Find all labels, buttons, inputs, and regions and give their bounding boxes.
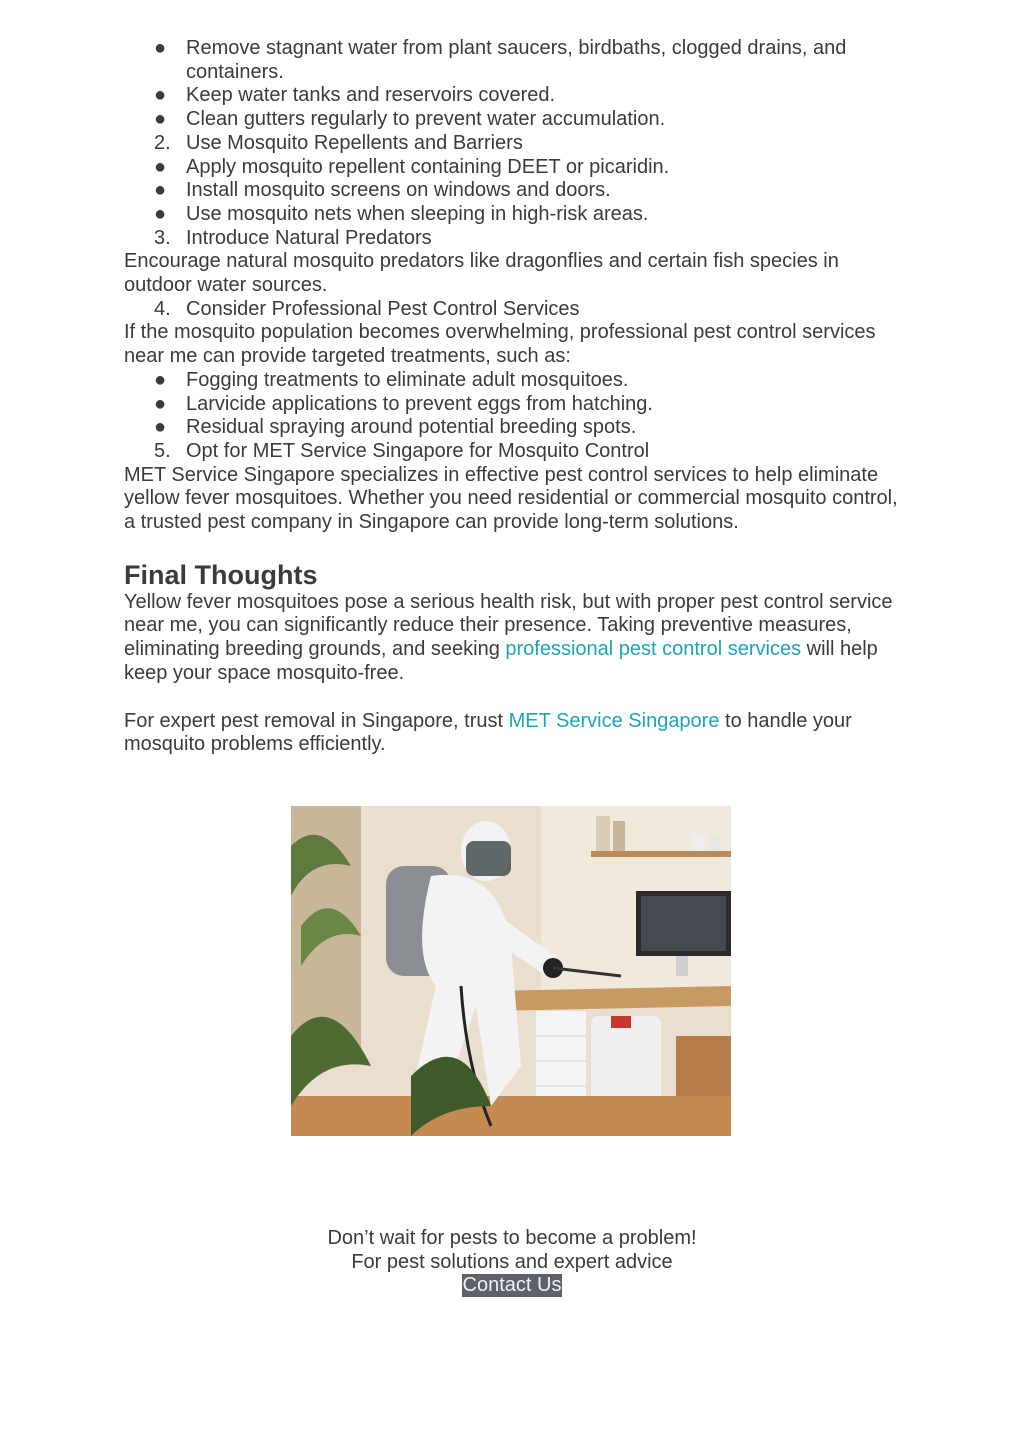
list-item — [124, 132, 904, 156]
final-text-1b: will help keep your space mosquito-free. — [124, 638, 878, 684]
list-item — [124, 156, 904, 180]
bullet-marker: ● — [154, 392, 167, 415]
list-item — [124, 416, 904, 440]
cta-line-2: For pest solutions and expert advice — [351, 1250, 673, 1273]
final-text-1a: Yellow fever mosquitoes pose a serious health risk, but with proper pest control service near me, you can significantly reduce their presence. Taking preventive measures, eliminating breeding grounds, and seeking — [124, 590, 893, 661]
list-item — [124, 393, 904, 417]
professional-pest-control-link[interactable]: professional pest control services — [505, 638, 802, 661]
list-item — [124, 179, 904, 203]
bullet-marker: ● — [154, 155, 167, 178]
list-item — [124, 369, 904, 393]
paragraph-professional: If the mosquito population becomes overwhelming, professional pest control services near me can provide targeted treatments, such as: — [124, 321, 876, 368]
final-text-2b: to handle your mosquito problems efficiently. — [124, 709, 852, 756]
paragraph-predators: Encourage natural mosquito predators like dragonflies and certain fish species in outdoor water sources. — [124, 250, 839, 297]
contact-us-button[interactable]: Contact Us — [462, 1274, 562, 1297]
treatment-list — [124, 369, 904, 464]
list-item — [124, 440, 904, 464]
bullet-marker: ● — [154, 84, 167, 107]
list-item — [124, 203, 904, 227]
list-item-text: Use Mosquito Repellents and Barriers — [186, 131, 523, 154]
final-paragraph-1 — [124, 591, 904, 686]
list-item-text: Use mosquito nets when sleeping in high-risk areas. — [186, 202, 649, 225]
prevention-list — [124, 37, 904, 250]
number-marker: 3. — [154, 226, 171, 249]
list-item-text: Fogging treatments to eliminate adult mosquitoes. — [186, 368, 629, 391]
list-item-text: Keep water tanks and reservoirs covered. — [186, 84, 556, 107]
final-paragraph-2 — [124, 710, 904, 757]
list-item-text: Clean gutters regularly to prevent water accumulation. — [186, 108, 666, 131]
bullet-marker: ● — [154, 179, 167, 202]
bullet-marker: ● — [154, 416, 167, 439]
number-marker: 5. — [154, 439, 171, 462]
number-marker: 2. — [154, 131, 171, 154]
met-service-link[interactable]: MET Service Singapore — [508, 709, 720, 732]
list-item-text: Introduce Natural Predators — [186, 226, 432, 249]
list-item-text: Residual spraying around potential breeding spots. — [186, 416, 637, 439]
list-item — [124, 108, 904, 132]
list-item — [124, 84, 904, 108]
pest-control-technician-photo — [291, 806, 731, 1136]
bullet-marker: ● — [154, 202, 167, 225]
bullet-marker: ● — [154, 108, 167, 131]
list-item — [124, 227, 904, 251]
list-item — [124, 37, 904, 84]
bullet-marker: ● — [154, 37, 167, 59]
list-item — [124, 298, 904, 322]
list-item-text: Consider Professional Pest Control Services — [186, 297, 580, 320]
step-list — [124, 298, 904, 322]
cta-line-1: Don’t wait for pests to become a problem! — [327, 1227, 697, 1249]
bullet-marker: ● — [154, 368, 167, 391]
list-item-text: Apply mosquito repellent containing DEET or picaridin. — [186, 155, 670, 178]
paragraph-met: MET Service Singapore specializes in effective pest control services to help eliminate yellow fever mosquitoes. Whether you need residential or commercial mosquito control, a trusted pest company in Singapore can provide long-term solutions. — [124, 463, 898, 534]
list-item-text: Opt for MET Service Singapore for Mosquito Control — [186, 439, 650, 462]
list-item-text: Larvicide applications to prevent eggs from hatching. — [186, 392, 653, 415]
article-body — [124, 37, 904, 757]
list-item-text: Remove stagnant water from plant saucers, birdbaths, clogged drains, and containers. — [186, 37, 847, 83]
number-marker: 4. — [154, 297, 171, 320]
final-thoughts-heading: Final Thoughts — [124, 559, 318, 590]
call-to-action — [0, 1227, 1024, 1298]
final-text-2a: For expert pest removal in Singapore, trust — [124, 709, 509, 732]
list-item-text: Install mosquito screens on windows and doors. — [186, 179, 611, 202]
